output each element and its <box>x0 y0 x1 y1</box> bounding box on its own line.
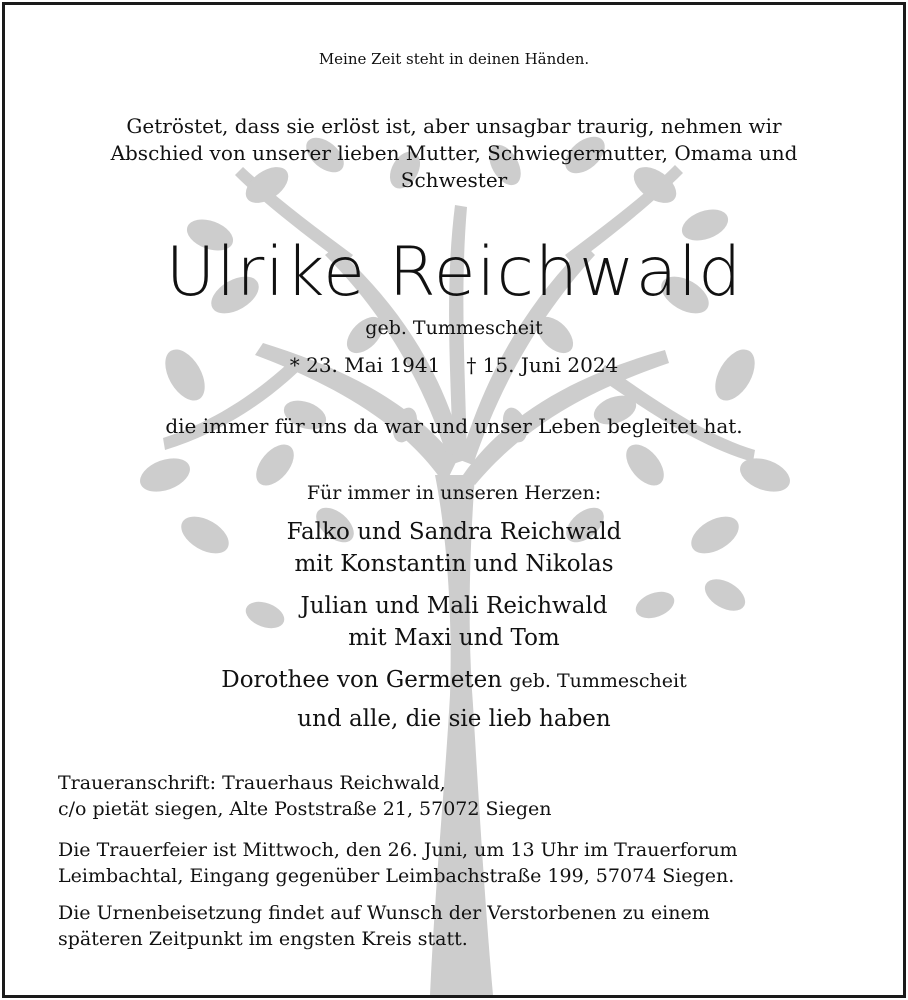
info-line: späteren Zeitpunkt im engsten Kreis statt. <box>58 928 468 950</box>
mourner-line: Dorothee von Germeten <box>221 667 503 693</box>
birth-date: * 23. Mai 1941 <box>289 353 441 377</box>
death-date: † 15. Juni 2024 <box>466 353 619 377</box>
intro-text <box>5 113 903 194</box>
mourners-closing: und alle, die sie lieb haben <box>297 706 611 732</box>
deceased-name: Ulrike Reichwald <box>165 233 743 312</box>
info-line: Traueranschrift: Trauerhaus Reichwald, <box>58 772 446 794</box>
tribute-text: die immer für uns da war und unser Leben begleitet hat. <box>165 414 743 438</box>
mourners-heading: Für immer in unseren Herzen: <box>306 482 602 504</box>
maiden-name: geb. Tummescheit <box>365 317 543 339</box>
intro-line: Abschied von unserer lieben Mutter, Schwiegermutter, Omama und <box>110 141 798 165</box>
mourner-family <box>5 516 903 580</box>
mourner-line: mit Maxi und Tom <box>348 625 560 651</box>
life-dates <box>5 353 903 377</box>
intro-line: Schwester <box>400 168 508 192</box>
mourning-address <box>58 770 858 822</box>
obituary-notice <box>2 2 906 998</box>
notice-text <box>5 5 903 995</box>
mourner-family <box>5 590 903 654</box>
info-line: c/o pietät siegen, Alte Poststraße 21, 57072 Siegen <box>58 798 552 820</box>
intro-line: Getröstet, dass sie erlöst ist, aber unsagbar traurig, nehmen wir <box>126 114 782 138</box>
mourner-line: Falko und Sandra Reichwald <box>286 519 622 545</box>
mourner-line: Julian und Mali Reichwald <box>300 593 608 619</box>
info-line: Die Urnenbeisetzung findet auf Wunsch der Verstorbenen zu einem <box>58 902 710 924</box>
info-line: Leimbachtal, Eingang gegenüber Leimbachstraße 199, 57074 Siegen. <box>58 865 735 887</box>
info-line: Die Trauerfeier ist Mittwoch, den 26. Juni, um 13 Uhr im Trauerforum <box>58 839 738 861</box>
burial-info <box>58 900 858 952</box>
motto: Meine Zeit steht in deinen Händen. <box>318 50 590 68</box>
mourner-maiden-name: geb. Tummescheit <box>509 670 687 692</box>
mourner-line: mit Konstantin und Nikolas <box>294 551 614 577</box>
ceremony-info <box>58 837 858 889</box>
mourner-family <box>5 664 903 697</box>
